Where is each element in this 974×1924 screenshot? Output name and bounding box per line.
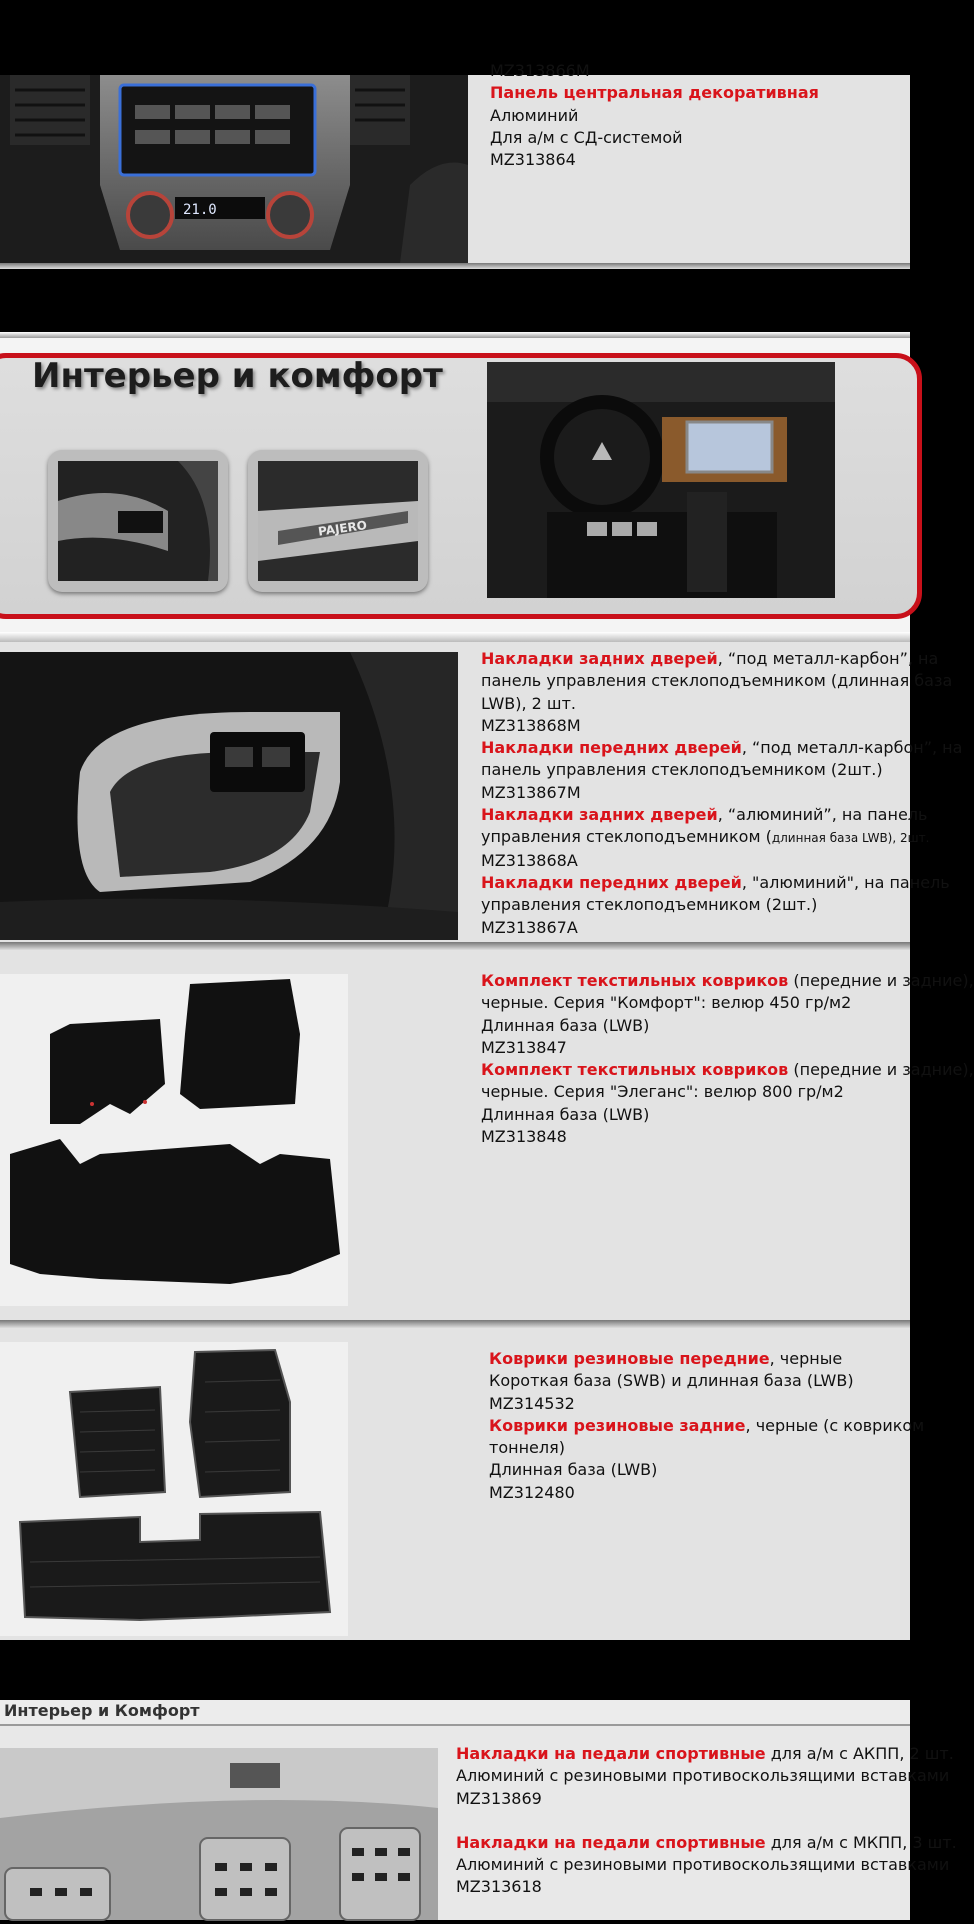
- product-code: MZ313868A: [481, 850, 578, 870]
- item-desc: , черные: [769, 1349, 843, 1368]
- item-desc: , “под металл-карбон”, на: [717, 649, 939, 668]
- item-title: Комплект текстильных ковриков: [481, 971, 789, 990]
- divider: [0, 632, 910, 642]
- item-desc: панель управления стеклоподъемником (2шт.): [481, 760, 883, 780]
- item-desc: панель управления стеклоподъемником (длинная база: [481, 671, 953, 691]
- item-desc: , “под металл-карбон”, на: [741, 738, 963, 758]
- item-desc: , черные (с ковриком: [745, 1415, 925, 1435]
- item-desc: (передние и задние),: [788, 971, 974, 990]
- textile-mats-photo: [0, 974, 348, 1306]
- climate-display: 21.0: [183, 202, 217, 218]
- item-title: Коврики резиновые задние: [489, 1415, 746, 1435]
- textile-mat-item: [481, 970, 974, 992]
- door-panel-photo: [0, 652, 458, 940]
- product-title: Панель центральная декоративная: [490, 83, 819, 103]
- item-desc: , “алюминий”, на панель: [717, 805, 928, 825]
- item-desc: управления стеклоподъемником (2шт.): [481, 895, 818, 915]
- product-code: MZ314532: [489, 1393, 575, 1413]
- product-code: MZ313847: [481, 1037, 567, 1057]
- pedals-text: [456, 1743, 957, 1899]
- door-handle-thumbnail: [48, 450, 228, 592]
- item-desc: для а/м с АКПП, 2 шт.: [765, 1744, 954, 1763]
- section2-panel: [0, 1700, 957, 1920]
- item-desc: Короткая база (SWB) и длинная база (LWB): [489, 1371, 854, 1391]
- item-desc: для а/м с МКПП, 3 шт.: [765, 1832, 957, 1852]
- sill-plate-label: PAJERO: [317, 518, 368, 539]
- door-trim-item: [481, 737, 962, 759]
- sill-plate-thumbnail: [248, 450, 428, 592]
- item-desc: Алюминий с резиновыми противоскользящими вставками: [456, 1766, 950, 1786]
- divider: [0, 1320, 910, 1328]
- product-code: MZ313864: [490, 150, 576, 170]
- item-title: Комплект текстильных ковриков: [481, 1060, 789, 1080]
- rubber-mats-text: [489, 1348, 924, 1504]
- item-desc: , "алюминий", на панель: [741, 872, 950, 892]
- item-title: Накладки передних дверей: [481, 872, 742, 892]
- pedal-item: [456, 1832, 957, 1854]
- spacer: [456, 1810, 957, 1832]
- item-desc-main: управления стеклоподъемником (: [481, 827, 772, 847]
- item-desc: черные. Серия "Комфорт": велюр 450 гр/м2: [481, 993, 852, 1013]
- item-desc: Длинная база (LWB): [489, 1460, 658, 1480]
- center-console-photo: [0, 75, 468, 263]
- door-trims-text: [481, 648, 962, 939]
- product-code: MZ313867A: [481, 917, 578, 937]
- door-trim-item: [481, 872, 962, 894]
- pedal-item: [456, 1743, 957, 1765]
- item-title: Коврики резиновые передние: [489, 1349, 770, 1368]
- item-title: Накладки передних дверей: [481, 738, 742, 758]
- product-code: MZ313868M: [481, 715, 581, 735]
- banner-title: Интерьер и комфорт: [32, 356, 443, 396]
- product-code: MZ312480: [489, 1482, 575, 1502]
- product-code: MZ313869: [456, 1788, 542, 1808]
- item-desc: Алюминий с резиновыми противоскользящими вставками: [456, 1855, 950, 1875]
- item-desc: LWB), 2 шт.: [481, 693, 576, 713]
- item-desc: черные. Серия "Элеганс": велюр 800 гр/м2: [481, 1082, 844, 1102]
- door-trims-panel: [0, 642, 963, 942]
- textile-mat-item: [481, 1059, 974, 1081]
- item-desc-small: длинная база LWB), 2шт.: [771, 831, 930, 846]
- product-code: MZ313867M: [481, 782, 581, 802]
- product-code: MZ313848: [481, 1127, 567, 1147]
- textile-mats-panel: [0, 950, 974, 1320]
- dashboard-interior-photo: [487, 362, 835, 598]
- rubber-mat-item: [489, 1415, 924, 1437]
- item-desc: [481, 826, 962, 849]
- item-title: Накладки задних дверей: [481, 805, 718, 825]
- rubber-mat-item: [489, 1348, 924, 1370]
- divider: [0, 942, 910, 950]
- door-trim-item: [481, 648, 962, 670]
- door-trim-item: [481, 804, 962, 826]
- item-title: Накладки на педали спортивные: [456, 1832, 766, 1852]
- item-desc: Длинная база (LWB): [481, 1104, 650, 1124]
- divider: [0, 263, 910, 269]
- rubber-mats-photo: [0, 1342, 348, 1636]
- item-desc: (передние и задние),: [788, 1060, 974, 1080]
- item-title: Накладки задних дверей: [481, 649, 718, 668]
- textile-mats-text: [481, 970, 974, 1148]
- section-header-title: Интерьер и Комфорт: [4, 1701, 200, 1720]
- product-code: MZ313618: [456, 1877, 542, 1897]
- product-material: Алюминий: [490, 105, 579, 125]
- item-desc: Длинная база (LWB): [481, 1015, 650, 1035]
- top-product-panel: [0, 61, 910, 263]
- item-title: Накладки на педали спортивные: [456, 1744, 766, 1763]
- rubber-mats-panel: [0, 1328, 925, 1640]
- product-note: Для а/м с СД-системой: [490, 127, 683, 147]
- pedals-photo: [0, 1748, 438, 1920]
- section-header: [0, 1700, 910, 1726]
- divider: [0, 332, 910, 338]
- item-desc: тоннеля): [489, 1438, 565, 1458]
- top-product-text: [490, 60, 819, 171]
- product-code: MZ313866M: [490, 61, 590, 80]
